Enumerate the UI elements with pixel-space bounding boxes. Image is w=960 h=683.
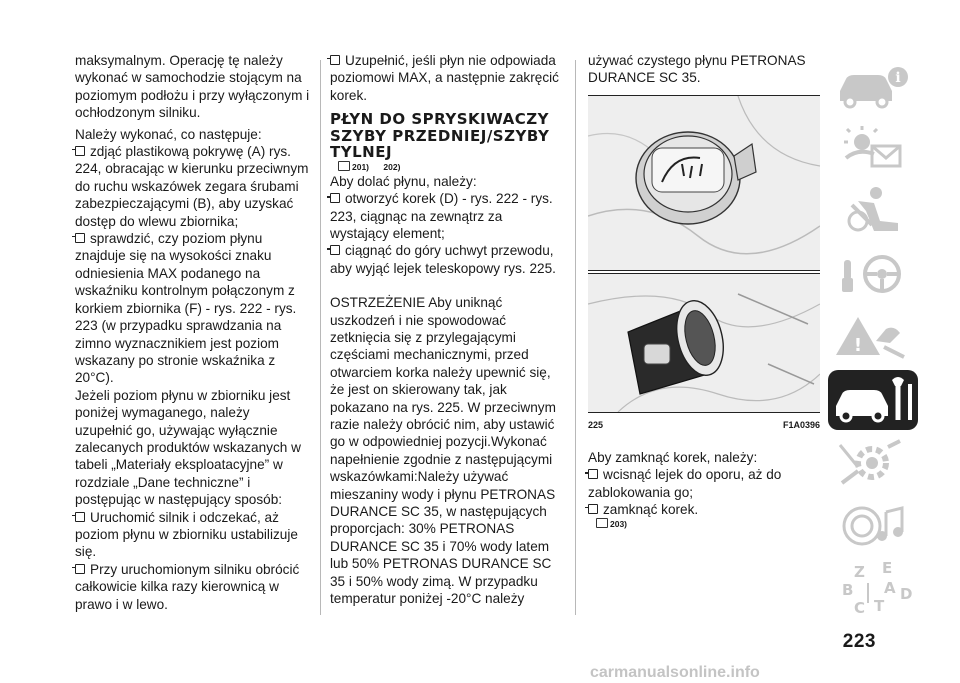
warning-ref: 201) — [338, 161, 375, 173]
bullet-icon — [75, 146, 85, 156]
bullet-icon — [588, 469, 598, 479]
warning-ref: 203) — [596, 518, 633, 530]
bullet-item: zamknąć korek. — [588, 501, 820, 518]
section-heading: PŁYN DO SPRYSKIWACZY SZYBY PRZEDNIEJ/SZYBY TYLNEJ — [330, 110, 550, 162]
bullet-item: Uruchomić silnik i odczekać, aż poziom płynu w zbiorniku ustabilizuje się. — [75, 509, 298, 560]
paragraph: Aby zamknąć korek, należy: — [588, 449, 758, 465]
dashboard-lights-icon — [828, 118, 918, 178]
index-letter: B — [842, 581, 854, 599]
chapter-tab-dashboard[interactable] — [828, 118, 918, 178]
car-info-icon — [828, 55, 918, 115]
figure-225 — [588, 95, 820, 443]
index-letter: Z — [854, 563, 865, 581]
warning-references — [338, 161, 562, 173]
driving-steering-icon — [828, 244, 918, 304]
page-number: 223 — [842, 631, 876, 652]
bullet-item: otworzyć korek (D) - rys. 222 - rys. 223, ciągnąc na zewnątrz za wystający element; — [330, 191, 553, 241]
chapter-tab-technical-data[interactable] — [828, 433, 918, 493]
multimedia-icon — [828, 496, 918, 556]
chapter-tab-index[interactable] — [828, 559, 918, 619]
paragraph: Należy wykonać, co następuje: — [75, 126, 262, 142]
car-maintenance-icon — [828, 370, 918, 430]
alphabetical-index-icon — [828, 559, 918, 619]
svg-text:!: ! — [853, 335, 863, 356]
bullet-item: sprawdzić, czy poziom płynu znajduje się na wysokości znaku odniesienia MAX podanego na wskaźniku kontrolnym połączonym z korkiem zbiornika (F) - rys. 222 - rys. 223 (w przypadku sprawdzania na zimno wyznacznikiem jest poziom wskazany po stronie wskaźnika z 20°C). — [75, 231, 297, 386]
svg-text:i: i — [895, 70, 901, 86]
chapter-tab-safety[interactable] — [828, 181, 918, 241]
chapter-tab-driving[interactable] — [828, 244, 918, 304]
paragraph: maksymalnym. Operację tę należy wykonać w samochodzie stojącym na poziomym podłożu i przy wyłączonym i ochłodzonym silniku. — [75, 53, 310, 121]
warning-book-icon — [596, 518, 608, 528]
text-column-right — [588, 52, 820, 530]
bullet-icon — [75, 233, 85, 243]
column-divider — [320, 60, 321, 615]
index-letter: C — [854, 599, 866, 617]
warning-book-icon — [338, 161, 350, 171]
chapter-tab-emergency[interactable] — [828, 307, 918, 367]
bullet-icon — [330, 193, 340, 203]
technical-data-icon — [828, 433, 918, 493]
warning-paragraph: OSTRZEŻENIE Aby uniknąć uszkodzeń i nie spowodować zetknięcia się z przylegającymi częściami mechanicznymi, przed otwarciem korka należy upewnić się, że jest on skierowany tak, jak pokazano na rys. 225. W przeciwnym razie należy obrócić nim, aby ustawić go w odpowiedniej pozycji.Wykonać napełnienie zgodnie z następującymi wskazówkami:Należy używać mieszaniny wody i płynu PETRONAS DURANCE SC 35, w następujących proporcjach: 30% PETRONAS DURANCE SC 35 i 70% wody latem lub 50% PETRONAS DURANCE SC 35 i 50% wody zimą. W przypadku temperatur poniżej -20°C należy — [330, 295, 556, 607]
paragraph: używać czystego płynu PETRONAS DURANCE SC 35. — [588, 53, 806, 86]
watermark: carmanualsonline.info — [590, 664, 760, 681]
bullet-item: ciągnąć do góry uchwyt przewodu, aby wyjąć lejek teleskopowy rys. 225. — [330, 243, 556, 276]
telescopic-funnel-illustration — [588, 273, 820, 413]
bullet-item: wcisnąć lejek do oporu, aż do zablokowania go; — [588, 467, 782, 500]
bullet-icon — [75, 512, 85, 522]
text-column-middle — [330, 52, 562, 607]
column-divider — [575, 60, 576, 615]
safety-airbag-icon — [828, 181, 918, 241]
bullet-item: Uzupełnić, jeśli płyn nie odpowiada poziomowi MAX, a następnie zakręcić korek. — [330, 53, 559, 103]
chapter-tab-multimedia[interactable] — [828, 496, 918, 556]
paragraph: Aby dolać płynu, należy: — [330, 173, 477, 189]
chapter-tab-maintenance[interactable] — [828, 370, 918, 430]
warning-references — [596, 518, 820, 530]
bullet-icon — [330, 55, 340, 65]
bullet-icon — [588, 504, 598, 514]
index-letter: A — [884, 579, 896, 597]
warning-emergency-icon — [828, 307, 918, 367]
bullet-item: zdjąć plastikową pokrywę (A) rys. 224, obracając w kierunku przeciwnym do ruchu wskazówek zegara śrubami zabezpieczającymi (B), aby uzyskać dostęp do wlewu zbiornika; — [75, 144, 309, 229]
text-column-left — [75, 52, 310, 613]
washer-reservoir-cap-illustration — [588, 95, 820, 271]
index-letter: T — [874, 597, 885, 615]
bullet-icon — [75, 564, 85, 574]
index-letter: E — [882, 559, 893, 577]
bullet-icon — [330, 245, 340, 255]
figure-number: 225 — [588, 419, 604, 430]
paragraph: Jeżeli poziom płynu w zbiorniku jest poniżej wymaganego, należy uzupełnić go, używając wyłącznie zalecanych produktów wskazanych w tabeli „Materiały eksploatacyjne” w rozdziale „Dane techniczne” i postępując w następujący sposób: — [75, 387, 301, 508]
bullet-item: Przy uruchomionym silniku obrócić całkowicie kilka razy kierownicą w prawo i w lewo. — [75, 561, 300, 612]
figure-code: F1A0396 — [782, 419, 820, 430]
warning-ref: 202) — [383, 161, 401, 172]
chapter-tab-car-info[interactable] — [828, 55, 918, 115]
index-letter: D — [900, 585, 913, 603]
